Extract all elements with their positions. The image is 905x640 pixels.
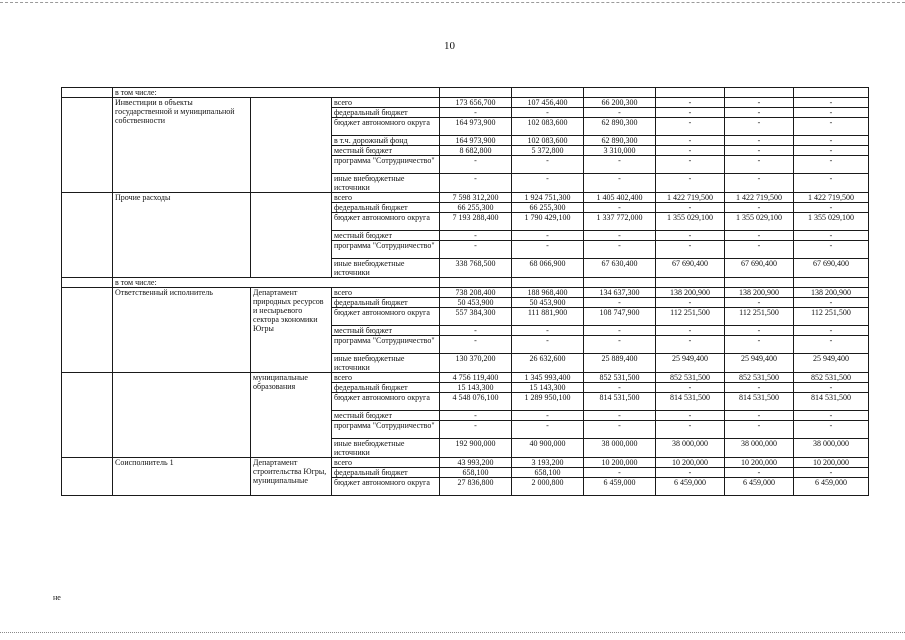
value-cell: -	[725, 146, 794, 156]
value-cell: 66 200,300	[584, 98, 656, 108]
value-cell: -	[794, 241, 869, 259]
footer-mark: не	[53, 593, 61, 602]
value-cell: 658,100	[440, 468, 512, 478]
value-cell: 138 200,900	[794, 288, 869, 298]
direction-cell: Прочие расходы	[113, 193, 251, 278]
value-cell: -	[584, 468, 656, 478]
executor-cell	[113, 373, 251, 458]
value-cell: -	[725, 468, 794, 478]
value-cell: 7 598 312,200	[440, 193, 512, 203]
value-cell: 814 531,500	[656, 393, 725, 411]
source-cell: бюджет автономного округа	[332, 478, 440, 496]
value-cell: -	[794, 118, 869, 136]
value-cell: 1 337 772,000	[584, 213, 656, 231]
value-cell: -	[794, 231, 869, 241]
value-cell: -	[584, 156, 656, 174]
value-cell: 102 083,600	[512, 136, 584, 146]
value-cell: -	[584, 411, 656, 421]
value-cell: -	[584, 203, 656, 213]
source-cell: иные внебюджетные источники	[332, 174, 440, 193]
value-cell: 3 193,200	[512, 458, 584, 468]
source-cell: федеральный бюджет	[332, 383, 440, 393]
value-cell: -	[725, 108, 794, 118]
table-row	[62, 458, 869, 468]
value-cell: -	[584, 383, 656, 393]
value-cell: -	[512, 156, 584, 174]
value-cell: 814 531,500	[725, 393, 794, 411]
value-cell: 111 881,900	[512, 308, 584, 326]
value-cell: -	[725, 203, 794, 213]
value-cell: 7 193 288,400	[440, 213, 512, 231]
value-cell: 62 890,300	[584, 136, 656, 146]
value-cell: -	[794, 468, 869, 478]
value-cell: -	[794, 421, 869, 439]
value-cell: 108 747,900	[584, 308, 656, 326]
value-cell: -	[794, 146, 869, 156]
value-cell: 852 531,500	[725, 373, 794, 383]
value-cell: -	[512, 174, 584, 193]
value-cell: -	[656, 336, 725, 354]
value-cell: 192 900,000	[440, 439, 512, 458]
stub-cell	[62, 88, 113, 98]
value-cell: -	[794, 136, 869, 146]
department-cell: муниципальные образования	[251, 373, 332, 458]
direction-cell: Инвестиции в объекты государственной и муниципальной собственности	[113, 98, 251, 193]
value-cell: 1 422 719,500	[725, 193, 794, 203]
value-cell: 1 355 029,100	[656, 213, 725, 231]
table-row	[62, 278, 869, 288]
value-cell: 62 890,300	[584, 118, 656, 136]
value-cell: -	[584, 108, 656, 118]
value-cell: 658,100	[512, 468, 584, 478]
group-label: в том числе:	[113, 88, 440, 98]
value-cell: -	[512, 411, 584, 421]
value-cell: -	[440, 411, 512, 421]
value-cell: -	[512, 108, 584, 118]
value-cell: 15 143,300	[440, 383, 512, 393]
value-cell: -	[794, 411, 869, 421]
value-cell: 26 632,600	[512, 354, 584, 373]
source-cell: всего	[332, 98, 440, 108]
value-cell: -	[584, 421, 656, 439]
value-cell: -	[512, 231, 584, 241]
value-cell: 66 255,300	[440, 203, 512, 213]
table-row	[62, 373, 869, 383]
value-cell: 173 656,700	[440, 98, 512, 108]
value-cell: 5 372,800	[512, 146, 584, 156]
value-cell: 852 531,500	[794, 373, 869, 383]
value-cell: -	[656, 118, 725, 136]
value-cell: 10 200,000	[794, 458, 869, 468]
value-cell: 1 405 402,400	[584, 193, 656, 203]
executor-cell: Ответственный исполнитель	[113, 288, 251, 373]
value-cell: 164 973,900	[440, 136, 512, 146]
source-cell: федеральный бюджет	[332, 203, 440, 213]
source-cell: федеральный бюджет	[332, 298, 440, 308]
value-cell: 1 422 719,500	[794, 193, 869, 203]
source-cell: федеральный бюджет	[332, 468, 440, 478]
value-cell: -	[440, 241, 512, 259]
source-cell: иные внебюджетные источники	[332, 259, 440, 278]
value-cell: -	[656, 241, 725, 259]
value-cell: -	[794, 203, 869, 213]
value-cell: 2 000,800	[512, 478, 584, 496]
source-cell: всего	[332, 288, 440, 298]
value-cell: -	[440, 326, 512, 336]
source-cell: программа "Сотрудничество"	[332, 241, 440, 259]
scan-edge-bottom	[0, 632, 905, 633]
value-cell: 40 900,000	[512, 439, 584, 458]
value-cell: 25 949,400	[725, 354, 794, 373]
department-cell: Департамент строительства Югры, муниципальные	[251, 458, 332, 496]
value-cell: -	[656, 146, 725, 156]
value-cell: 1 924 751,300	[512, 193, 584, 203]
value-cell: 557 384,300	[440, 308, 512, 326]
value-cell: -	[584, 326, 656, 336]
value-cell: -	[584, 241, 656, 259]
executor-cell: Соисполнитель 1	[113, 458, 251, 496]
source-cell: программа "Сотрудничество"	[332, 421, 440, 439]
value-cell: -	[584, 298, 656, 308]
value-cell: 67 690,400	[656, 259, 725, 278]
value-cell: -	[725, 421, 794, 439]
value-cell: 67 690,400	[794, 259, 869, 278]
value-cell: 134 637,300	[584, 288, 656, 298]
value-cell: 6 459,000	[725, 478, 794, 496]
value-cell: 6 459,000	[794, 478, 869, 496]
value-cell: 138 200,900	[725, 288, 794, 298]
value-cell: 50 453,900	[512, 298, 584, 308]
value-cell: 852 531,500	[584, 373, 656, 383]
value-cell: -	[440, 108, 512, 118]
table-row	[62, 98, 869, 108]
table-row	[62, 193, 869, 203]
value-cell: 68 066,900	[512, 259, 584, 278]
value-cell: -	[440, 174, 512, 193]
value-cell: 1 355 029,100	[725, 213, 794, 231]
value-cell: -	[725, 383, 794, 393]
value-cell: 3 310,000	[584, 146, 656, 156]
value-cell: -	[656, 298, 725, 308]
value-cell: -	[794, 98, 869, 108]
value-cell: -	[794, 156, 869, 174]
value-cell: 27 836,800	[440, 478, 512, 496]
source-cell: бюджет автономного округа	[332, 393, 440, 411]
value-cell: 10 200,000	[584, 458, 656, 468]
value-cell: -	[725, 118, 794, 136]
scan-edge-top	[0, 2, 905, 3]
value-cell: 1 422 719,500	[656, 193, 725, 203]
source-cell: федеральный бюджет	[332, 108, 440, 118]
value-cell: 1 345 993,400	[512, 373, 584, 383]
value-cell: 138 200,900	[656, 288, 725, 298]
source-cell: местный бюджет	[332, 411, 440, 421]
value-cell: 43 993,200	[440, 458, 512, 468]
value-cell: 66 255,300	[512, 203, 584, 213]
source-cell: всего	[332, 373, 440, 383]
group-label: в том числе:	[113, 278, 440, 288]
value-cell: -	[725, 241, 794, 259]
value-cell: -	[656, 231, 725, 241]
value-cell: -	[725, 136, 794, 146]
value-cell: -	[440, 421, 512, 439]
value-cell: -	[512, 421, 584, 439]
value-cell: -	[794, 336, 869, 354]
value-cell: 164 973,900	[440, 118, 512, 136]
page-number: 10	[444, 40, 455, 52]
value-cell: 25 889,400	[584, 354, 656, 373]
value-cell: 130 370,200	[440, 354, 512, 373]
value-cell: -	[794, 298, 869, 308]
source-cell: бюджет автономного округа	[332, 213, 440, 231]
value-cell: 102 083,600	[512, 118, 584, 136]
value-cell: -	[656, 326, 725, 336]
value-cell: -	[656, 98, 725, 108]
value-cell: 38 000,000	[725, 439, 794, 458]
value-cell: 38 000,000	[794, 439, 869, 458]
value-cell: 4 756 119,400	[440, 373, 512, 383]
value-cell: -	[440, 336, 512, 354]
source-cell: в т.ч. дорожный фонд	[332, 136, 440, 146]
value-cell: -	[656, 136, 725, 146]
source-cell: программа "Сотрудничество"	[332, 156, 440, 174]
value-cell: 1 289 950,100	[512, 393, 584, 411]
value-cell: -	[656, 156, 725, 174]
value-cell: -	[440, 156, 512, 174]
value-cell: -	[725, 231, 794, 241]
value-cell: -	[440, 231, 512, 241]
value-cell: 38 000,000	[656, 439, 725, 458]
table-row	[62, 288, 869, 298]
source-cell: бюджет автономного округа	[332, 308, 440, 326]
value-cell: 814 531,500	[794, 393, 869, 411]
value-cell: 10 200,000	[656, 458, 725, 468]
source-cell: бюджет автономного округа	[332, 118, 440, 136]
source-cell: иные внебюджетные источники	[332, 439, 440, 458]
value-cell: -	[725, 298, 794, 308]
value-cell: -	[794, 108, 869, 118]
value-cell: -	[584, 174, 656, 193]
value-cell: 10 200,000	[725, 458, 794, 468]
source-cell: иные внебюджетные источники	[332, 354, 440, 373]
department-cell: Департамент природных ресурсов и несырьевого сектора экономики Югры	[251, 288, 332, 373]
source-cell: программа "Сотрудничество"	[332, 336, 440, 354]
value-cell: -	[656, 108, 725, 118]
value-cell: 6 459,000	[656, 478, 725, 496]
source-cell: местный бюджет	[332, 146, 440, 156]
value-cell: 67 630,400	[584, 259, 656, 278]
value-cell: -	[794, 326, 869, 336]
source-cell: местный бюджет	[332, 326, 440, 336]
value-cell: 67 690,400	[725, 259, 794, 278]
value-cell: 1 790 429,100	[512, 213, 584, 231]
value-cell: 112 251,500	[725, 308, 794, 326]
value-cell: -	[656, 174, 725, 193]
value-cell: -	[512, 336, 584, 354]
value-cell: 50 453,900	[440, 298, 512, 308]
value-cell: -	[794, 383, 869, 393]
budget-table	[61, 87, 869, 496]
value-cell: -	[656, 411, 725, 421]
value-cell: -	[794, 174, 869, 193]
value-cell: -	[656, 468, 725, 478]
value-cell: -	[656, 421, 725, 439]
stub-cell	[62, 278, 113, 288]
value-cell: 6 459,000	[584, 478, 656, 496]
value-cell: -	[725, 98, 794, 108]
value-cell: 188 968,400	[512, 288, 584, 298]
table-row	[62, 88, 869, 98]
value-cell: 1 355 029,100	[794, 213, 869, 231]
value-cell: 107 456,400	[512, 98, 584, 108]
value-cell: 38 000,000	[584, 439, 656, 458]
value-cell: 738 208,400	[440, 288, 512, 298]
source-cell: местный бюджет	[332, 231, 440, 241]
value-cell: -	[656, 203, 725, 213]
value-cell: -	[512, 326, 584, 336]
value-cell: -	[512, 241, 584, 259]
value-cell: 15 143,300	[512, 383, 584, 393]
value-cell: -	[725, 326, 794, 336]
value-cell: -	[584, 231, 656, 241]
value-cell: -	[725, 174, 794, 193]
value-cell: -	[725, 411, 794, 421]
value-cell: -	[656, 383, 725, 393]
value-cell: 852 531,500	[656, 373, 725, 383]
value-cell: -	[725, 336, 794, 354]
value-cell: -	[725, 156, 794, 174]
source-cell: всего	[332, 193, 440, 203]
value-cell: 4 548 076,100	[440, 393, 512, 411]
value-cell: 338 768,500	[440, 259, 512, 278]
value-cell: 25 949,400	[656, 354, 725, 373]
value-cell: 8 682,800	[440, 146, 512, 156]
value-cell: 814 531,500	[584, 393, 656, 411]
value-cell: -	[584, 336, 656, 354]
value-cell: 112 251,500	[656, 308, 725, 326]
source-cell: всего	[332, 458, 440, 468]
value-cell: 25 949,400	[794, 354, 869, 373]
value-cell: 112 251,500	[794, 308, 869, 326]
